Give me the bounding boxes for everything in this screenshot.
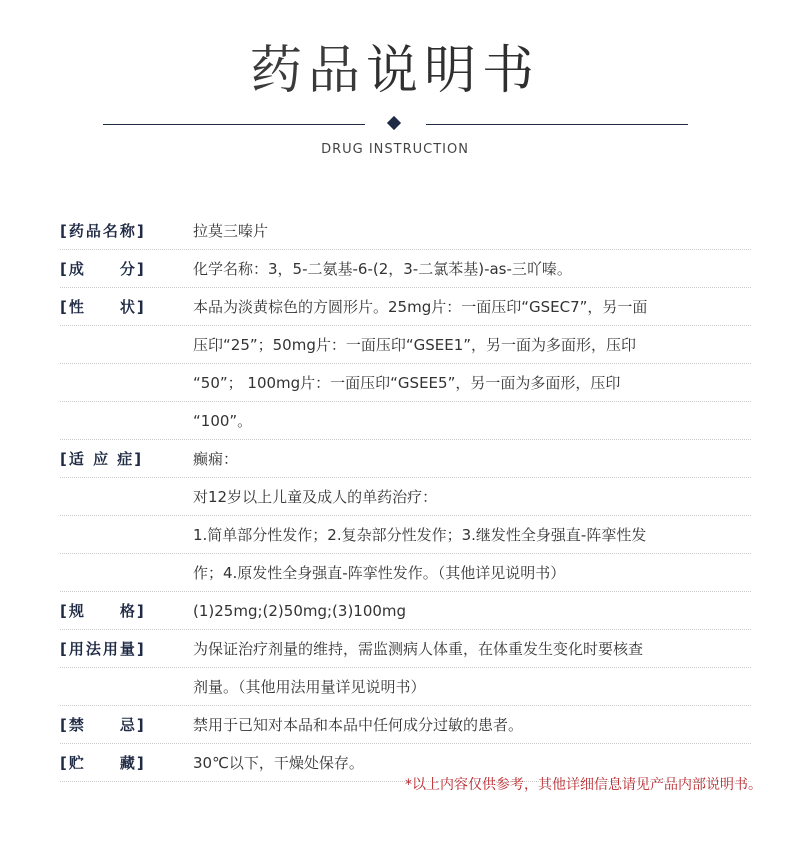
row-value: 禁用于已知对本品和本品中任何成分过敏的患者。 <box>193 716 524 734</box>
row-label: [禁 忌] <box>60 716 146 734</box>
row-value: (1)25mg;(2)50mg;(3)100mg <box>193 601 407 620</box>
info-row <box>60 212 751 250</box>
row-line <box>60 478 751 516</box>
row-line <box>60 364 751 402</box>
row-value: 化学名称：3，5-二氨基-6-(2，3-二氯苯基)-as-三吖嗪。 <box>193 260 572 278</box>
divider-left <box>103 124 365 125</box>
row-line <box>60 668 751 706</box>
row-line <box>60 402 751 440</box>
row-label: [贮 藏] <box>60 754 146 772</box>
row-line <box>60 516 751 554</box>
row-label: [性 状] <box>60 298 146 316</box>
row-value: 拉莫三嗪片 <box>193 222 269 240</box>
row-label: [成 分] <box>60 260 146 278</box>
drug-info-table <box>60 212 751 782</box>
info-row <box>60 288 751 440</box>
row-value: 压印“25”；50mg片：一面压印“GSEE1”，另一面为多面形，压印 <box>193 336 637 354</box>
row-line <box>60 554 751 592</box>
row-label: [规 格] <box>60 602 146 620</box>
row-label: [用法用量] <box>60 640 146 658</box>
row-value: 对12岁以上儿童及成人的单药治疗： <box>193 488 438 506</box>
row-label: [适 应 症] <box>60 450 144 468</box>
divider-right <box>426 124 688 125</box>
row-value: “50”； 100mg片：一面压印“GSEE5”，另一面为多面形，压印 <box>193 374 621 392</box>
row-value: 作；4.原发性全身强直-阵挛性发作。（其他详见说明书） <box>193 564 566 582</box>
row-value: 为保证治疗剂量的维持，需监测病人体重，在体重发生变化时要核查 <box>193 640 644 658</box>
row-value: 剂量。（其他用法用量详见说明书） <box>193 678 426 696</box>
info-row <box>60 630 751 706</box>
page-title <box>0 36 790 106</box>
row-value: 癫痫： <box>193 450 239 468</box>
diamond-ornament-icon <box>387 116 401 130</box>
row-value: 本品为淡黄棕色的方圆形片。25mg片：一面压印“GSEC7”，另一面 <box>193 298 648 316</box>
row-value: “100”。 <box>193 412 253 430</box>
row-line <box>60 326 751 364</box>
page-header <box>0 0 790 170</box>
row-value: 30℃以下，干燥处保存。 <box>193 754 364 772</box>
info-row <box>60 592 751 630</box>
info-row <box>60 250 751 288</box>
row-value: 1.简单部分性发作；2.复杂部分性发作；3.继发性全身强直-阵挛性发 <box>193 526 647 544</box>
footnote: *以上内容仅供参考，其他详细信息请见产品内部说明书。 <box>405 777 762 793</box>
info-row <box>60 706 751 744</box>
title-part-1: 药品 <box>249 41 366 101</box>
page-subtitle: DRUG INSTRUCTION <box>321 142 469 157</box>
row-label: [药品名称] <box>60 222 146 240</box>
title-part-2: 说明书 <box>366 41 541 101</box>
info-row <box>60 440 751 592</box>
